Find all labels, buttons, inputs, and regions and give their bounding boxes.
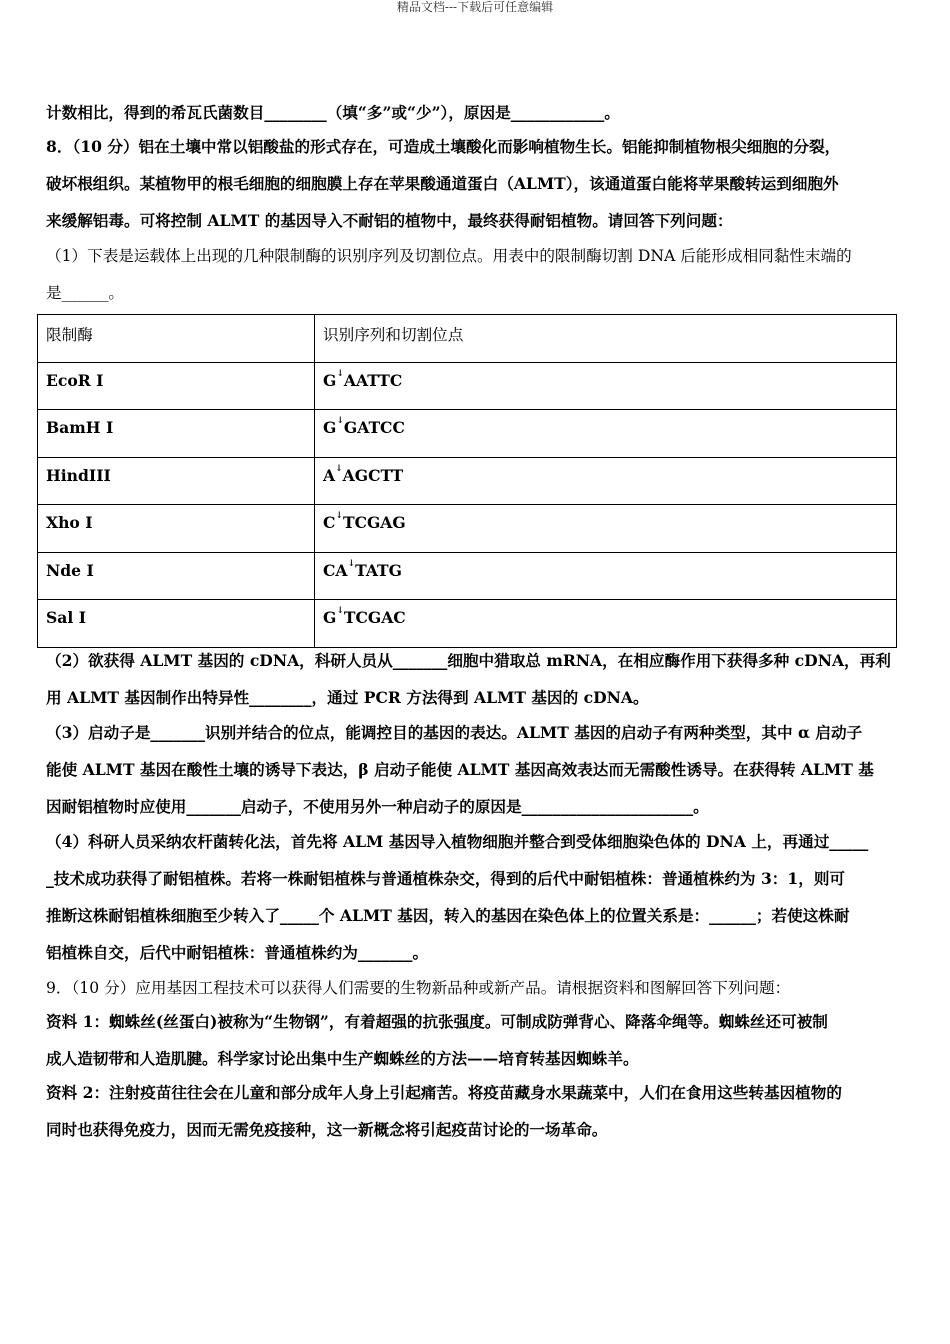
enzyme-table (37, 314, 897, 648)
text-line: （3）启动子是_______识别并结合的位点，能调控目的基因的表达。ALMT 基因的启动子有两种类型，其中 α 启动子 (46, 723, 863, 742)
text-line: 是______。 (46, 284, 124, 302)
text-line: 用 ALMT 基因制作出特异性________，通过 PCR 方法得到 ALMT 基因的 cDNA。 (46, 688, 649, 707)
recognition-sequence: G↓GATCC (315, 410, 897, 458)
text-line: 同时也获得免疫力，因而无需免疫接种，这一新概念将引起疫苗讨论的一场革命。 (46, 1120, 608, 1139)
text-line: 铝植株自交，后代中耐铝植株：普通植株约为_______。 (46, 943, 429, 962)
table-row (38, 457, 897, 505)
table-header-cell: 限制酶 (38, 315, 315, 363)
enzyme-name: HindIII (38, 457, 315, 505)
cut-site-mark: ↓ (336, 368, 344, 379)
text-line: 破坏根组织。某植物甲的根毛细胞的细胞膜上存在苹果酸通道蛋白（ALMT），该通道蛋白能将苹果酸转运到细胞外 (46, 174, 839, 193)
text-line: 因耐铝植物时应使用_______启动子，不使用另外一种启动子的原因是______________________。 (46, 797, 709, 816)
table-header-cell: 识别序列和切割位点 (315, 315, 897, 363)
text-line: 推断这株耐铝植株细胞至少转入了_____个 ALMT 基因，转入的基因在染色体上的位置关系是：______；若使这株耐 (46, 906, 850, 925)
enzyme-name: Xho I (38, 505, 315, 553)
text-line: （2）欲获得 ALMT 基因的 cDNA，科研人员从_______细胞中猎取总 mRNA，在相应酶作用下获得多种 cDNA，再利 (46, 651, 891, 670)
table-row (38, 362, 897, 410)
text-line: 成人造韧带和人造肌腱。科学家讨论出集中生产蜘蛛丝的方法——培育转基因蜘蛛羊。 (46, 1049, 639, 1068)
recognition-sequence: G↓AATTC (315, 362, 897, 410)
text-line: _技术成功获得了耐铝植株。若将一株耐铝植株与普通植株杂交，得到的后代中耐铝植株：普通植株约为 3：1，则可 (46, 869, 846, 888)
material-2: 资料 2：注射疫苗往往会在儿童和部分成年人身上引起痛苦。将疫苗藏身水果蔬菜中，人们在食用这些转基因植物的 (46, 1083, 842, 1102)
text-line: 计数相比，得到的希瓦氏菌数目________（填“多”或“少”），原因是____________。 (46, 103, 620, 122)
recognition-sequence: G↓TCGAC (315, 600, 897, 648)
text-line: 能使 ALMT 基因在酸性土壤的诱导下表达，β 启动子能使 ALMT 基因高效表达而无需酸性诱导。在获得转 ALMT 基 (46, 760, 874, 779)
recognition-sequence: C↓TCGAG (315, 505, 897, 553)
table-row (38, 600, 897, 648)
enzyme-name: Sal I (38, 600, 315, 648)
cut-site-mark: ↓ (335, 511, 343, 522)
table-header-row (38, 315, 897, 363)
cut-site-mark: ↓ (335, 463, 343, 474)
enzyme-name: BamH I (38, 410, 315, 458)
material-1: 资料 1：蜘蛛丝(丝蛋白)被称为“生物钢”，有着超强的抗张强度。可制成防弹背心、降落伞绳等。蜘蛛丝还可被制 (46, 1012, 828, 1031)
text-line: （1）下表是运载体上出现的几种限制酶的识别序列及切割位点。用表中的限制酶切割 DNA 后能形成相同黏性末端的 (46, 247, 852, 265)
cut-site-mark: ↓ (336, 416, 344, 427)
cut-site-mark: ↓ (336, 606, 344, 617)
text-line: 来缓解铝毒。可将控制 ALMT 的基因导入不耐铝的植物中，最终获得耐铝植物。请回答下列问题： (46, 211, 733, 230)
recognition-sequence: CA↓TATG (315, 552, 897, 600)
question-9-title: 9．（10 分）应用基因工程技术可以获得人们需要的生物新品种或新产品。请根据资料和图解回答下列问题： (46, 979, 791, 997)
question-8-title: 8．（10 分）铝在土壤中常以铝酸盐的形式存在，可造成土壤酸化而影响植物生长。铝能抑制植物根尖细胞的分裂， (46, 137, 841, 156)
enzyme-name: Nde I (38, 552, 315, 600)
text-line: （4）科研人员采纳农杆菌转化法，首先将 ALM 基因导入植物细胞并整合到受体细胞染色体的 DNA 上，再通过_____ (46, 832, 869, 851)
recognition-sequence: A↓AGCTT (315, 457, 897, 505)
cut-site-mark: ↓ (347, 558, 356, 569)
enzyme-name: EcoR I (38, 362, 315, 410)
table-row (38, 505, 897, 553)
table-row (38, 552, 897, 600)
page-header: 精品文档---下载后可任意编辑 (396, 0, 554, 14)
table-row (38, 410, 897, 458)
